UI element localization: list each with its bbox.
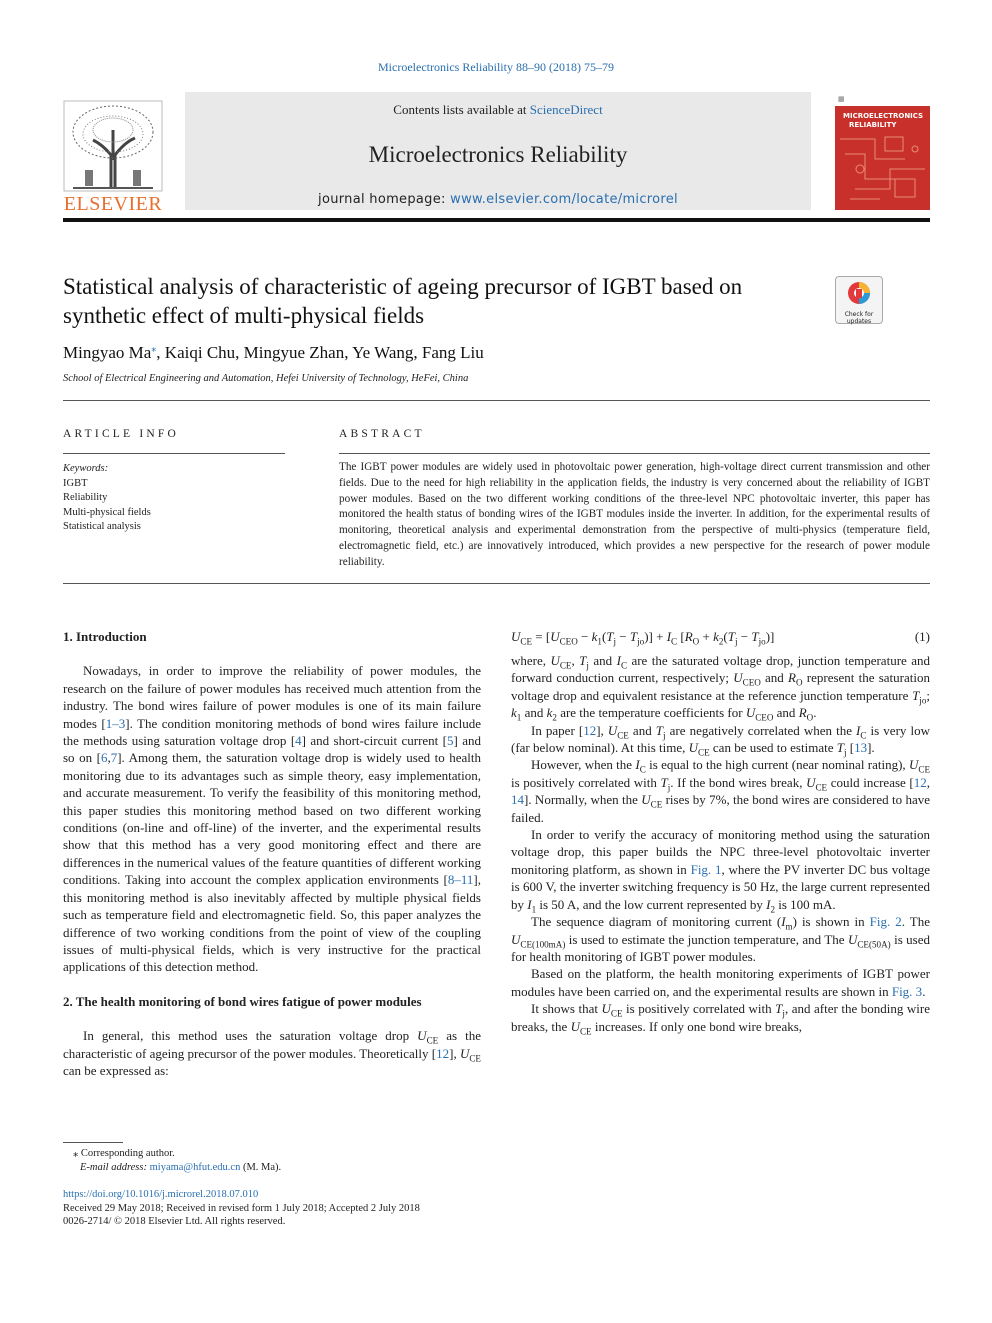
intro-paragraph: Nowadays, in order to improve the reliability of power modules, the research on the failure of power modules has received much attention from the industry. The bond wires failure of power modules is one of its main failure modes [1–3]. The condition monitoring methods of bond wires failure include the methods using saturation voltage drop [4] and short-circuit current [5] and so on [6,7]. Among them, the saturation voltage drop is widely used to health monitoring due to its advantages such as simple theory, easy implementation, and accurate measurement. To verify the feasibility of this monitoring method, this paper studies this monitoring method based on two different working conditions (on-line and off-line) of the inverter, and the experimental results show that this method has a very good monitoring effect and there are differences in the numerical values of the feature quantities of different working conditions. Taking into account the complex application environments [8–11], this monitoring method is also inevitably affected by multiple physical fields such as temperature field and electromagnetic field. So, this paper analyzes the difference of two working conditions from the point of view of the coupling issues of multi-physical fields, which is very instructive for the practical applications of this detection method.	[63, 663, 482, 975]
body-paragraph: In order to verify the accuracy of monitoring method using the saturation voltage drop, this paper builds the NPC three-level photovoltaic inverter monitoring platform, as shown in Fig. 1, where the PV inverter DC bus voltage is 600 V, the inverter switching frequency is 50 Hz, the large current represented by $I_1$ is 50 A, and the low current represented by $I_2$ is 100 mA.	[511, 827, 931, 915]
contents-line: Contents lists available at ScienceDirect	[393, 102, 603, 117]
keyword-item: Statistical analysis	[63, 521, 141, 532]
check-updates-line2: updates	[846, 318, 872, 325]
article-title: Statistical analysis of characteristic of ageing precursor of IGBT based on synthetic effect of multi-physical fields	[63, 274, 743, 328]
body-paragraph: However, when the $I_C$ is equal to the high current (near nominal rating), $U_{CE}$ is positively correlated with $T_j$. If the bond wires break, $U_{CE}$ could increase [12, 14]. Normally, when the $U_{CE}$ rises by 7%, the bond wires are considered to have failed.	[511, 757, 930, 825]
body-paragraph: In paper [12], $U_{CE}$ and $T_j$ are negatively correlated when the $I_C$ is very low (far below nominal). At this time, $U_{CE}$ can be used to estimate $T_j$ [13].	[511, 722, 930, 758]
homepage-line: journal homepage: www.elsevier.com/locate/microrel	[318, 192, 678, 207]
sec2-paragraph: In general, this method uses the saturation voltage drop $U_{CE}$ as the characteristic of ageing precursor of the power modules. Theoretically [12], $U_{CE}$ can be expressed as:	[63, 1028, 481, 1078]
equation-explanation: where, $U_{CE}$, $T_j$ and $I_C$ are the saturated voltage drop, junction temperature and forward conduction current, respectively; $U_{CEO}$ and $R_O$ represent the saturation voltage drop and equivalent resistance at the reference junction temperature $T_{jo}$; $k_1$ and $k_2$ are the temperature coefficients for $U_{CEO}$ and $R_O$.	[511, 653, 931, 723]
body-paragraph: The sequence diagram of monitoring current $(I_m)$ is shown in Fig. 2. The $U_{CE(100mA)}$ is used to estimate the junction temperature, and The $U_{CE(50A)}$ is used for health monitoring of IGBT power modules.	[511, 914, 930, 964]
abstract-text: The IGBT power modules are widely used in photovoltaic power generation, high-voltage direct current transmission and other fields. Due to the need for high reliability in the application fields, the industry is very concerned about the reliability of IGBT power modules. Based on the two different working conditions of the three-level NPC photovoltaic inverter, this paper has monitored the health status of bonding wires of the IGBT modules inside the inverter. In addition, for the experimental results of monitoring, theoretical analysis and experimental demonstration from the perspective of multi-physics (temperature field, electromagnetic field, etc.) are innovatively introduced, which provides a new perspective for the research of power module reliability.	[339, 461, 930, 568]
author-list: Mingyao Ma⁎, Kaiqi Chu, Mingyue Zhan, Ye Wang, Fang Liu	[63, 343, 484, 362]
received-dates: Received 29 May 2018; Received in revised form 1 July 2018; Accepted 2 July 2018	[63, 1202, 420, 1214]
footnote-rule	[63, 1142, 123, 1143]
cover-title-line2: RELIABILITY	[849, 121, 897, 129]
journal-cover[interactable]: ▦ MICROELECTRONICS RELIABILITY	[835, 92, 930, 210]
publication-info	[63, 1188, 663, 1229]
equation-number: (1)	[914, 629, 930, 644]
journal-citation[interactable]: Microelectronics Reliability 88–90 (2018) 75–79	[378, 60, 614, 74]
doi-link[interactable]: https://doi.org/10.1016/j.microrel.2018.07.010	[63, 1189, 259, 1200]
cover-circuit-icon	[835, 129, 930, 209]
check-updates-line1: Check for	[844, 311, 874, 318]
keywords-label: Keywords:	[63, 463, 109, 474]
equation-1: $U_{CE} = [U_{CEO} - k_1(T_j - T_{jo})] + I_C$ $[R_O + k_2(T_j - T_{jo})]$ (1)	[511, 629, 930, 647]
abstract-bottom-rule	[63, 583, 930, 584]
header-rule	[63, 218, 930, 222]
keyword-item: Reliability	[63, 492, 108, 503]
keyword-item: Multi-physical fields	[63, 506, 151, 518]
footnote-block	[63, 1147, 483, 1174]
body-paragraph: Based on the platform, the health monitoring experiments of IGBT power modules have been carried on, and the experimental results are shown in Fig. 3.	[511, 966, 930, 999]
article-info-heading: ARTICLE INFO	[63, 428, 179, 440]
keyword-item: IGBT	[63, 477, 88, 489]
left-column	[63, 628, 481, 1079]
journal-name: Microelectronics Reliability	[368, 142, 628, 167]
abstract-rule	[339, 453, 930, 454]
copyright: 0026-2714/ © 2018 Elsevier Ltd. All rights reserved.	[63, 1216, 286, 1227]
body-paragraph: It shows that $U_{CE}$ is positively correlated with $T_j$, and after the bonding wire breaks, the $U_{CE}$ increases. If only one bond wire breaks,	[511, 1001, 930, 1037]
elsevier-logo	[63, 100, 163, 215]
homepage-link[interactable]: www.elsevier.com/locate/microrel	[450, 192, 678, 207]
email-link[interactable]: miyama@hfut.edu.cn	[149, 1161, 241, 1173]
elsevier-wordmark: ELSEVIER	[63, 193, 163, 215]
section-heading-health-monitoring: 2. The health monitoring of bond wires fatigue of power modules	[63, 993, 422, 1009]
article-info-rule	[63, 453, 285, 454]
section-heading-introduction: 1. Introduction	[63, 629, 147, 644]
right-column	[511, 628, 930, 1035]
cover-title-line1: MICROELECTRONICS	[843, 112, 924, 120]
title-bottom-rule	[63, 400, 930, 401]
update-badge-icon	[846, 280, 872, 306]
check-for-updates-button[interactable]	[835, 276, 883, 324]
abstract-heading: ABSTRACT	[339, 428, 425, 440]
corresponding-author-mark[interactable]: ⁎	[151, 343, 157, 355]
elsevier-tree-icon	[63, 100, 163, 192]
sciencedirect-link[interactable]: ScienceDirect	[529, 102, 603, 117]
email-note: E-mail address: miyama@hfut.edu.cn (M. Ma).	[80, 1161, 282, 1173]
corresponding-author-note: ⁎ Corresponding author.	[73, 1148, 175, 1159]
affiliation: School of Electrical Engineering and Automation, Hefei University of Technology, HeFei, China	[63, 373, 469, 384]
keywords-block	[63, 462, 151, 535]
